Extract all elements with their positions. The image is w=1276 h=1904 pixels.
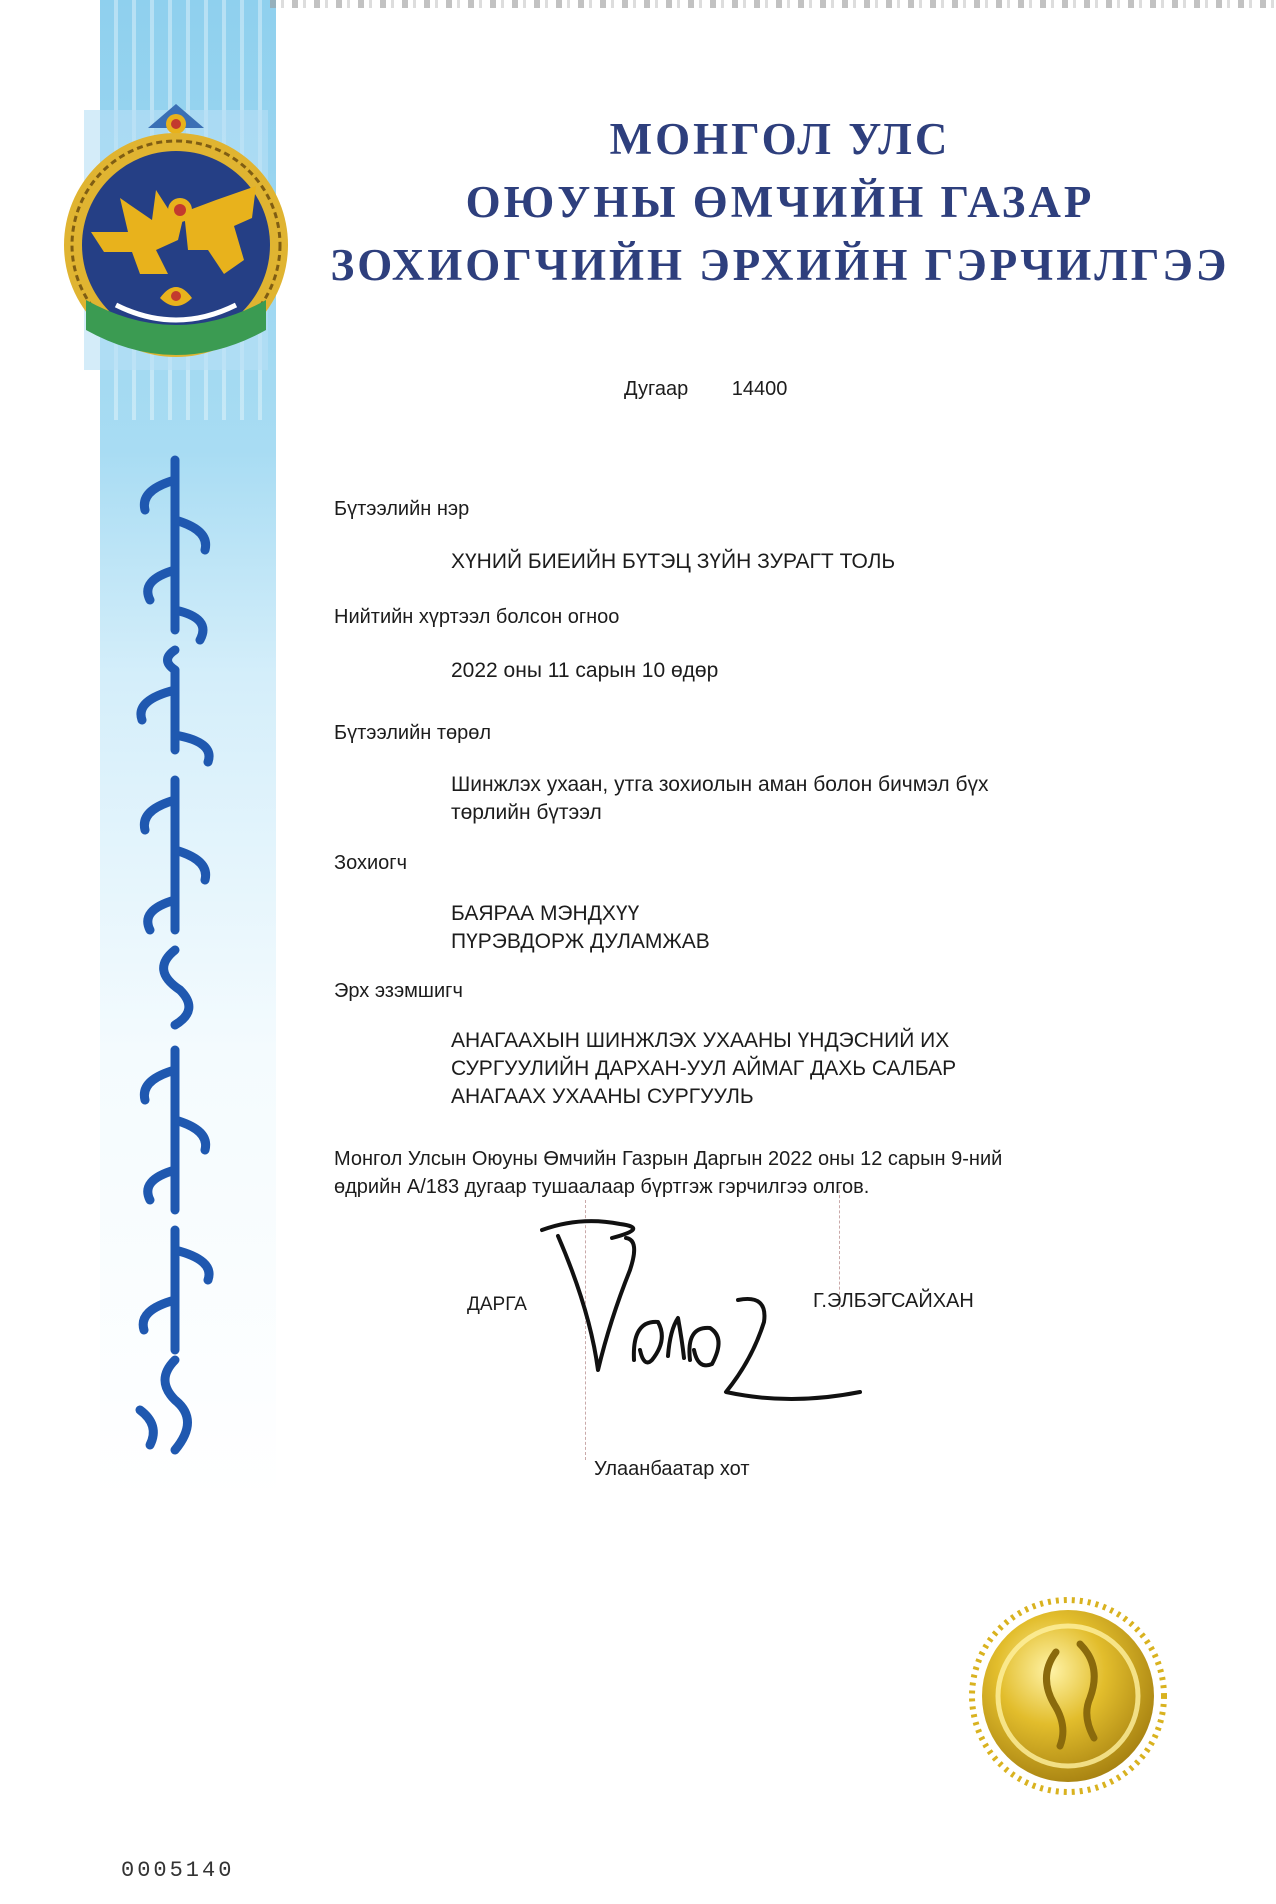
signatory-name: Г.ЭЛБЭГСАЙХАН: [813, 1290, 974, 1312]
work-type-line: Шинжлэх ухаан, утга зохиолын аман болон бичмэл бүх: [451, 773, 989, 796]
work-name-value: ХҮНИЙ БИЕИЙН БҮТЭЦ ЗҮЙН ЗУРАГТ ТОЛЬ: [451, 550, 896, 573]
city-label: Улаанбаатар хот: [594, 1458, 750, 1480]
serial-number: 0005140: [121, 1858, 235, 1883]
header-line-country: МОНГОЛ УЛС: [609, 114, 951, 164]
header-line-agency: ОЮУНЫ ӨМЧИЙН ГАЗАР: [465, 177, 1095, 227]
author-list: [451, 900, 710, 956]
decree-line: өдрийн А/183 дугаар тушаалаар бүртгэж гэрчилгээ олгов.: [334, 1176, 870, 1198]
decree-text: [334, 1145, 1154, 1201]
number-label: Дугаар: [624, 378, 689, 400]
publication-date-value: 2022 оны 11 сарын 10 өдөр: [451, 659, 719, 682]
owner-label: Эрх эзэмшигч: [334, 980, 463, 1002]
author-name: БАЯРАА МЭНДХҮҮ: [451, 902, 640, 925]
certificate-header: [320, 108, 1240, 297]
state-emblem-icon: [56, 100, 296, 380]
owner-line: АНАГААХЫН ШИНЖЛЭХ УХААНЫ ҮНДЭСНИЙ ИХ: [451, 1029, 950, 1052]
author-name: ПҮРЭВДОРЖ ДУЛАМЖАВ: [451, 930, 710, 953]
work-type-value: [451, 771, 989, 827]
owner-value: [451, 1027, 956, 1111]
publication-date-label: Нийтийн хүртээл болсон огноо: [334, 606, 620, 628]
work-type-line: төрлийн бүтээл: [451, 801, 602, 824]
owner-line: СУРГУУЛИЙН ДАРХАН-УУЛ АЙМАГ ДАХЬ САЛБАР: [451, 1057, 957, 1080]
work-name-label: Бүтээлийн нэр: [334, 498, 470, 520]
mongolian-script-icon: [120, 450, 230, 1460]
work-type-label: Бүтээлийн төрөл: [334, 722, 492, 744]
header-line-title: ЗОХИОГЧИЙН ЭРХИЙН ГЭРЧИЛГЭЭ: [330, 240, 1230, 290]
decree-line: Монгол Улсын Оюуны Өмчийн Газрын Даргын 2022 оны 12 сарын 9-ний: [334, 1148, 1003, 1170]
signatory-title: ДАРГА: [467, 1294, 527, 1315]
owner-line: АНАГААХ УХААНЫ СУРГУУЛЬ: [451, 1085, 754, 1108]
certificate-number: [624, 378, 787, 401]
number-value: 14400: [731, 378, 788, 400]
scanned-top-edge: [270, 0, 1276, 8]
author-label: Зохиогч: [334, 852, 407, 874]
gold-seal-icon: [968, 1596, 1168, 1796]
signature-icon: [540, 1210, 880, 1420]
